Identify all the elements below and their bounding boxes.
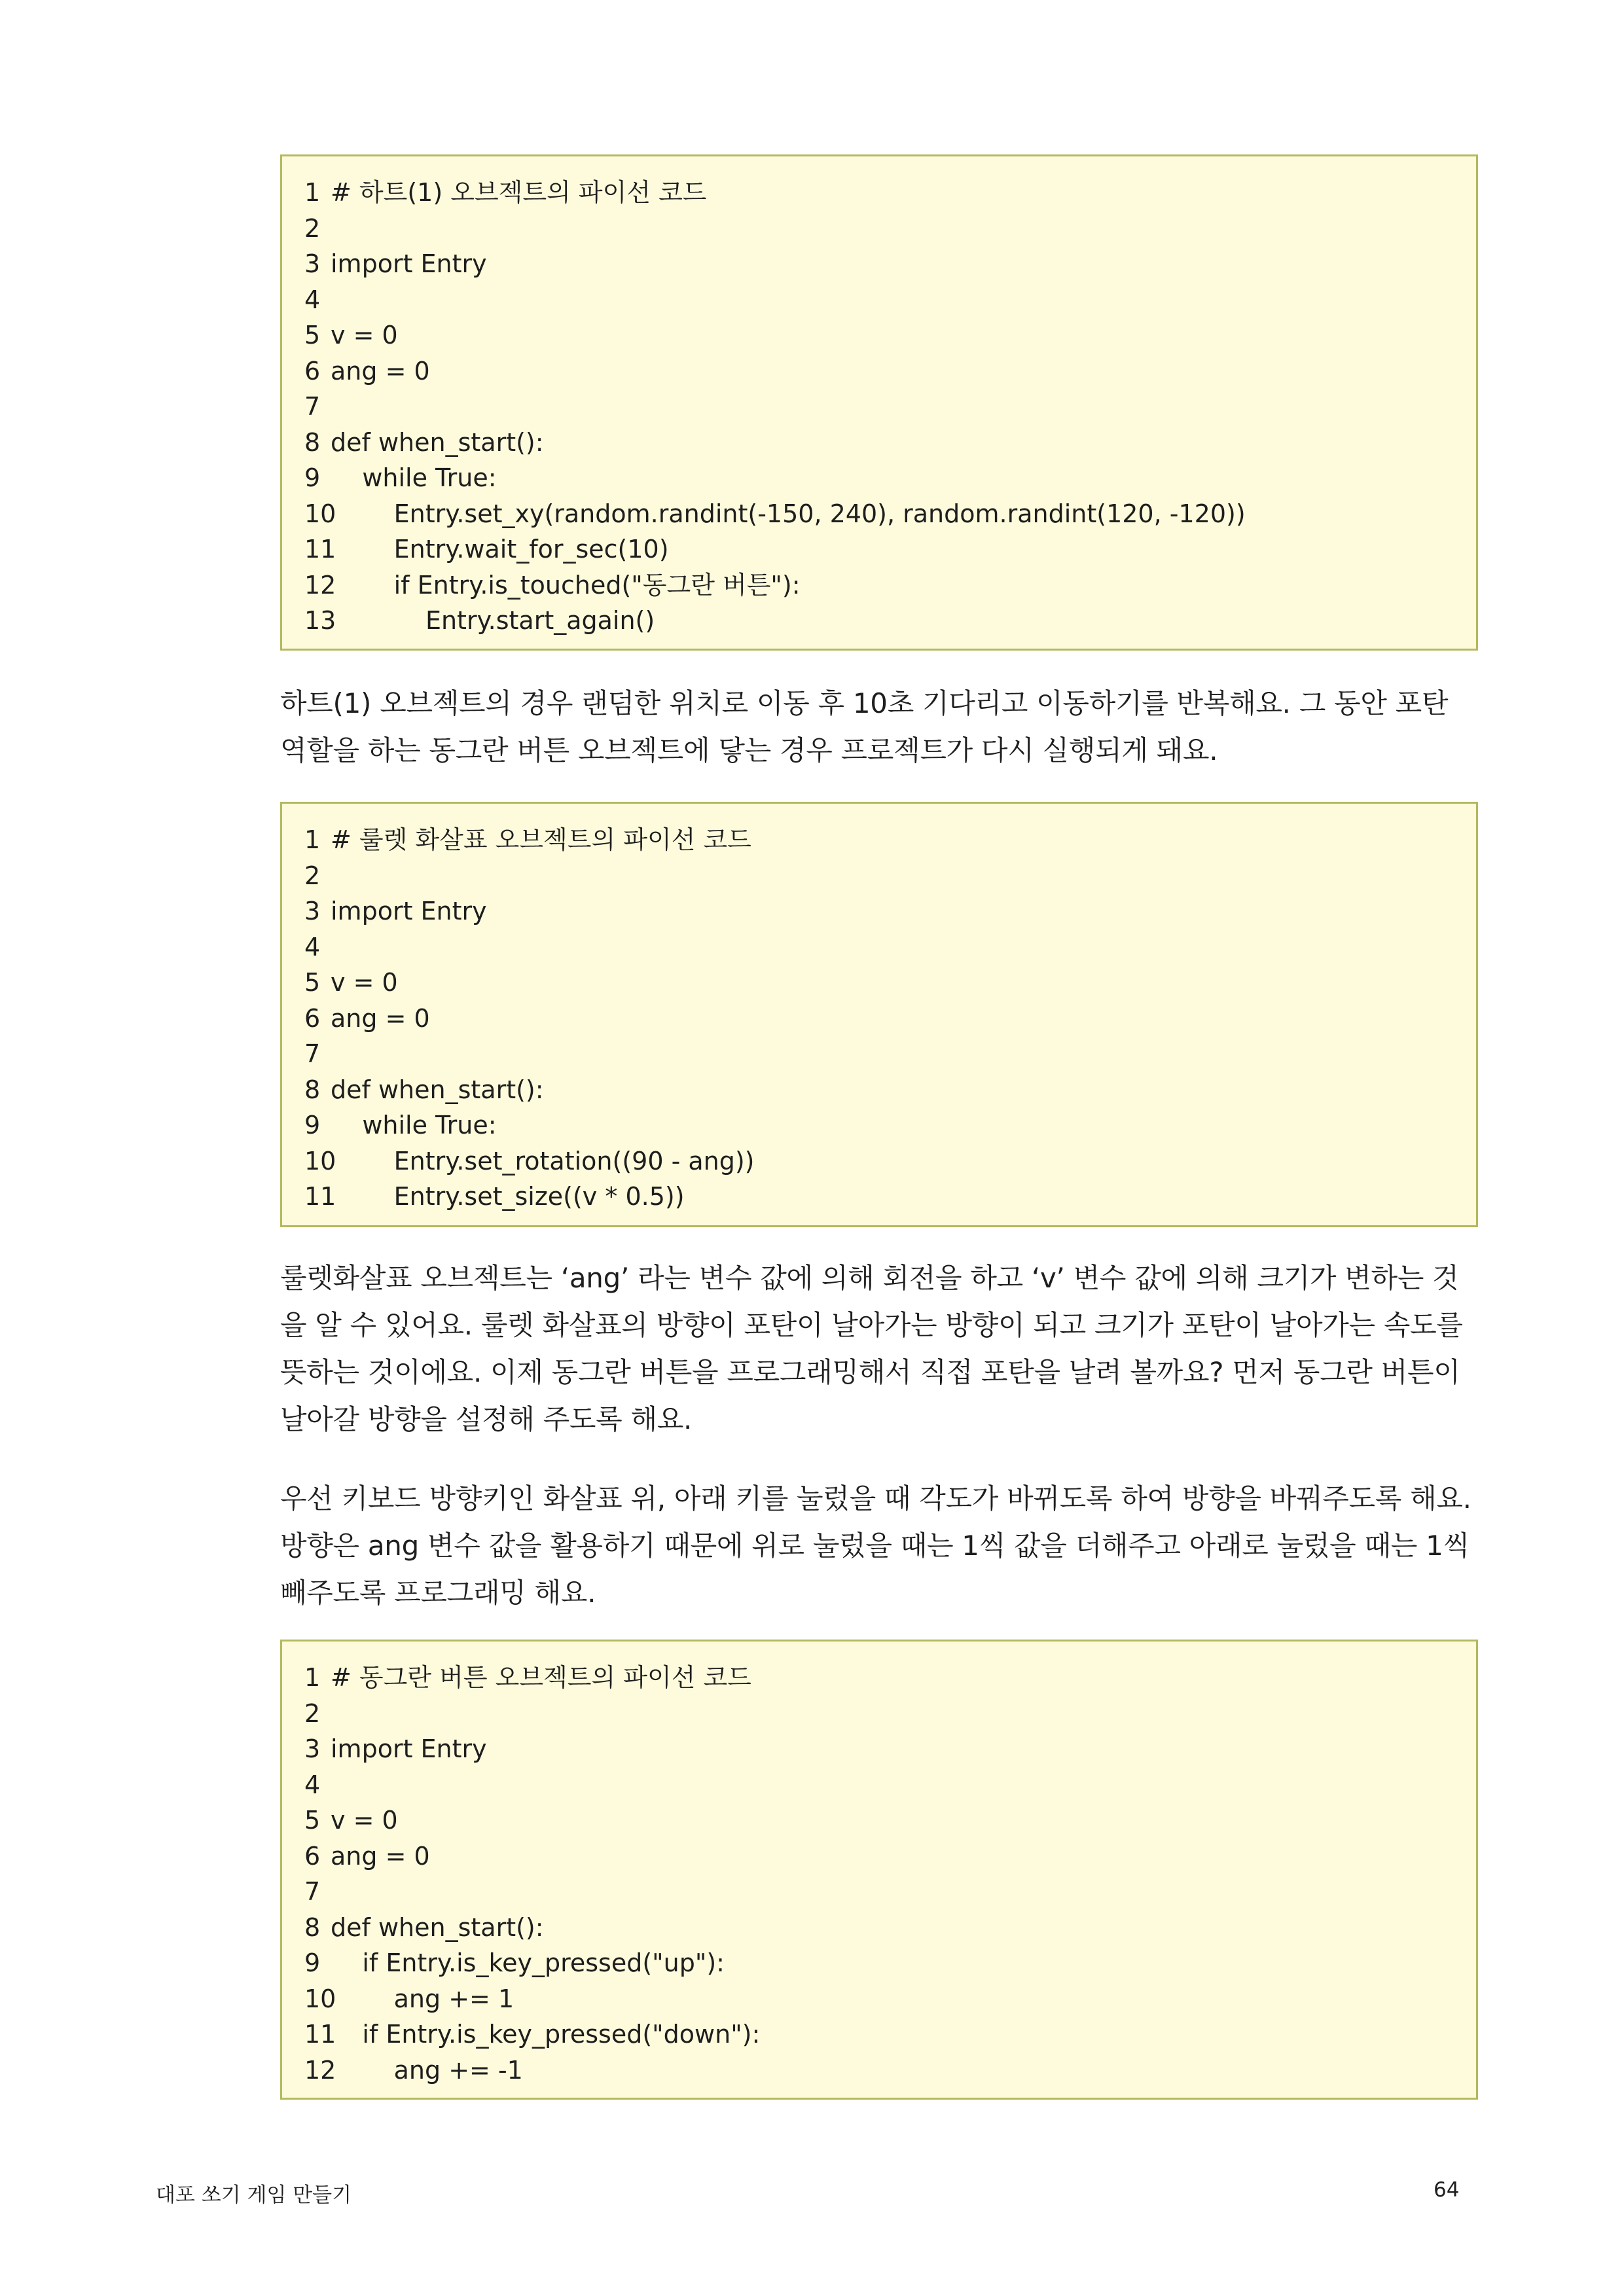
line-number: 7 [304,1877,321,1906]
code-text: while True: [331,1111,497,1139]
line-number: 11 [304,1182,336,1211]
code-text: Entry.set_size((v * 0.5)) [331,1182,685,1211]
line-number: 1 [304,825,321,854]
code-line [304,1731,1476,1767]
code-line [304,389,1476,425]
code-line [304,1696,1476,1732]
code-line [304,353,1476,389]
code-block-roulette-arrow [280,802,1478,1227]
code-line [304,175,1476,211]
line-number: 2 [304,1698,321,1728]
line-number: 5 [304,1806,321,1835]
code-line [304,531,1476,567]
code-line [304,1767,1476,1803]
line-number: 5 [304,968,321,997]
line-number: 10 [304,1984,336,2013]
line-number: 1 [304,1663,321,1692]
line-number: 11 [304,535,336,564]
code-text: def when_start(): [331,1912,544,1942]
footer-title: 대포 쏘기 게임 만들기 [156,2183,352,2207]
line-number: 6 [304,356,321,386]
code-line [304,317,1476,353]
code-text: ang = 0 [331,356,430,386]
code-text: ang += 1 [331,1984,514,2013]
code-line [304,1660,1476,1696]
code-text: Entry.start_again() [331,606,655,635]
line-number: 5 [304,321,321,350]
code-line [304,567,1476,603]
code-line [304,965,1476,1001]
line-number: 3 [304,1734,321,1763]
line-number: 3 [304,897,321,925]
code-line [304,1001,1476,1037]
line-number: 9 [304,1948,321,1977]
line-number: 2 [304,861,321,890]
code-line [304,893,1476,929]
code-text: import Entry [331,897,487,925]
code-text: # 룰렛 화살표 오브젝트의 파이선 코드 [331,825,751,854]
line-number: 8 [304,427,321,457]
paragraph-roulette-description: 룰렛화살표 오브젝트는 ‘ang’ 라는 변수 값에 의해 회전을 하고 ‘v’ 변수 값에 의해 크기가 변하는 것을 알 수 있어요. 룰렛 화살표의 방향이 포탄이 날아가는 방향이 되고 크기가 포탄이 날아가는 속도를 뜻하는 것이에요. 이제 동그란 버튼을 프로그래밍해서 직접 포탄을 날려 볼까요? 먼저 동그란 버튼이 날아갈 방향을 설정해 주도록 해요. [280,1262,1463,1435]
code-text: import Entry [331,1734,487,1763]
code-text: # 동그란 버튼 오브젝트의 파이선 코드 [331,1663,751,1692]
line-number: 4 [304,285,321,314]
code-text: # 하트(1) 오브젝트의 파이선 코드 [331,178,707,207]
code-text: import Entry [331,249,487,278]
line-number: 10 [304,1146,336,1175]
line-number: 12 [304,570,336,600]
code-line [304,1981,1476,2017]
code-text: while True: [331,463,497,492]
code-line [304,2053,1476,2089]
line-number: 2 [304,213,321,243]
line-number: 6 [304,1841,321,1871]
line-number: 3 [304,249,321,278]
code-text: v = 0 [331,1806,398,1835]
code-line [304,1910,1476,1946]
code-line [304,1036,1476,1072]
code-line [304,1874,1476,1910]
code-line [304,246,1476,282]
code-line [304,1803,1476,1839]
line-number: 1 [304,178,321,207]
code-line [304,603,1476,639]
code-text: Entry.set_rotation((90 - ang)) [331,1146,755,1175]
code-line [304,282,1476,318]
line-number: 13 [304,606,336,635]
code-line [304,496,1476,532]
code-text: Entry.wait_for_sec(10) [331,535,669,564]
code-text: if Entry.is_key_pressed("up"): [331,1948,725,1977]
line-number: 4 [304,932,321,961]
code-text: ang = 0 [331,1003,430,1033]
code-line [304,1143,1476,1179]
code-line [304,1179,1476,1215]
line-number: 12 [304,2055,336,2085]
code-block-heart [280,154,1478,651]
line-number: 8 [304,1075,321,1104]
code-line [304,1072,1476,1108]
code-line [304,1839,1476,1874]
code-line [304,929,1476,965]
code-text: if Entry.is_touched("동그란 버튼"): [331,570,801,600]
line-number: 8 [304,1912,321,1942]
code-text: v = 0 [331,968,398,997]
line-number: 9 [304,463,321,492]
code-line [304,211,1476,247]
line-number: 11 [304,2020,336,2049]
paragraph-key-direction: 우선 키보드 방향키인 화살표 위, 아래 키를 눌렀을 때 각도가 바뀌도록 하여 방향을 바꿔주도록 해요. 방향은 ang 변수 값을 활용하기 때문에 위로 눌렀을 때는 1씩 값을 더해주고 아래로 눌렀을 때는 1씩 빼주도록 프로그래밍 해요. [280,1482,1471,1609]
code-line [304,425,1476,461]
page-number: 64 [1434,2178,1460,2202]
code-text: if Entry.is_key_pressed("down"): [331,2020,761,2049]
code-text: Entry.set_xy(random.randint(-150, 240), random.randint(120, -120)) [331,499,1246,528]
line-number: 7 [304,1039,321,1068]
code-block-round-button [280,1640,1478,2100]
code-text: def when_start(): [331,1075,544,1104]
line-number: 6 [304,1003,321,1033]
code-line [304,460,1476,496]
code-line [304,822,1476,858]
code-line [304,1945,1476,1981]
code-text: ang += -1 [331,2055,523,2085]
line-number: 10 [304,499,336,528]
line-number: 7 [304,392,321,421]
line-number: 4 [304,1770,321,1799]
code-line [304,1107,1476,1143]
code-line [304,2017,1476,2053]
code-text: v = 0 [331,321,398,350]
code-text: def when_start(): [331,427,544,457]
code-line [304,858,1476,894]
code-text: ang = 0 [331,1841,430,1871]
paragraph-heart-description: 하트(1) 오브젝트의 경우 랜덤한 위치로 이동 후 10초 기다리고 이동하기를 반복해요. 그 동안 포탄 역할을 하는 동그란 버튼 오브젝트에 닿는 경우 프로젝트가 다시 실행되게 돼요. [280,687,1449,766]
line-number: 9 [304,1111,321,1139]
